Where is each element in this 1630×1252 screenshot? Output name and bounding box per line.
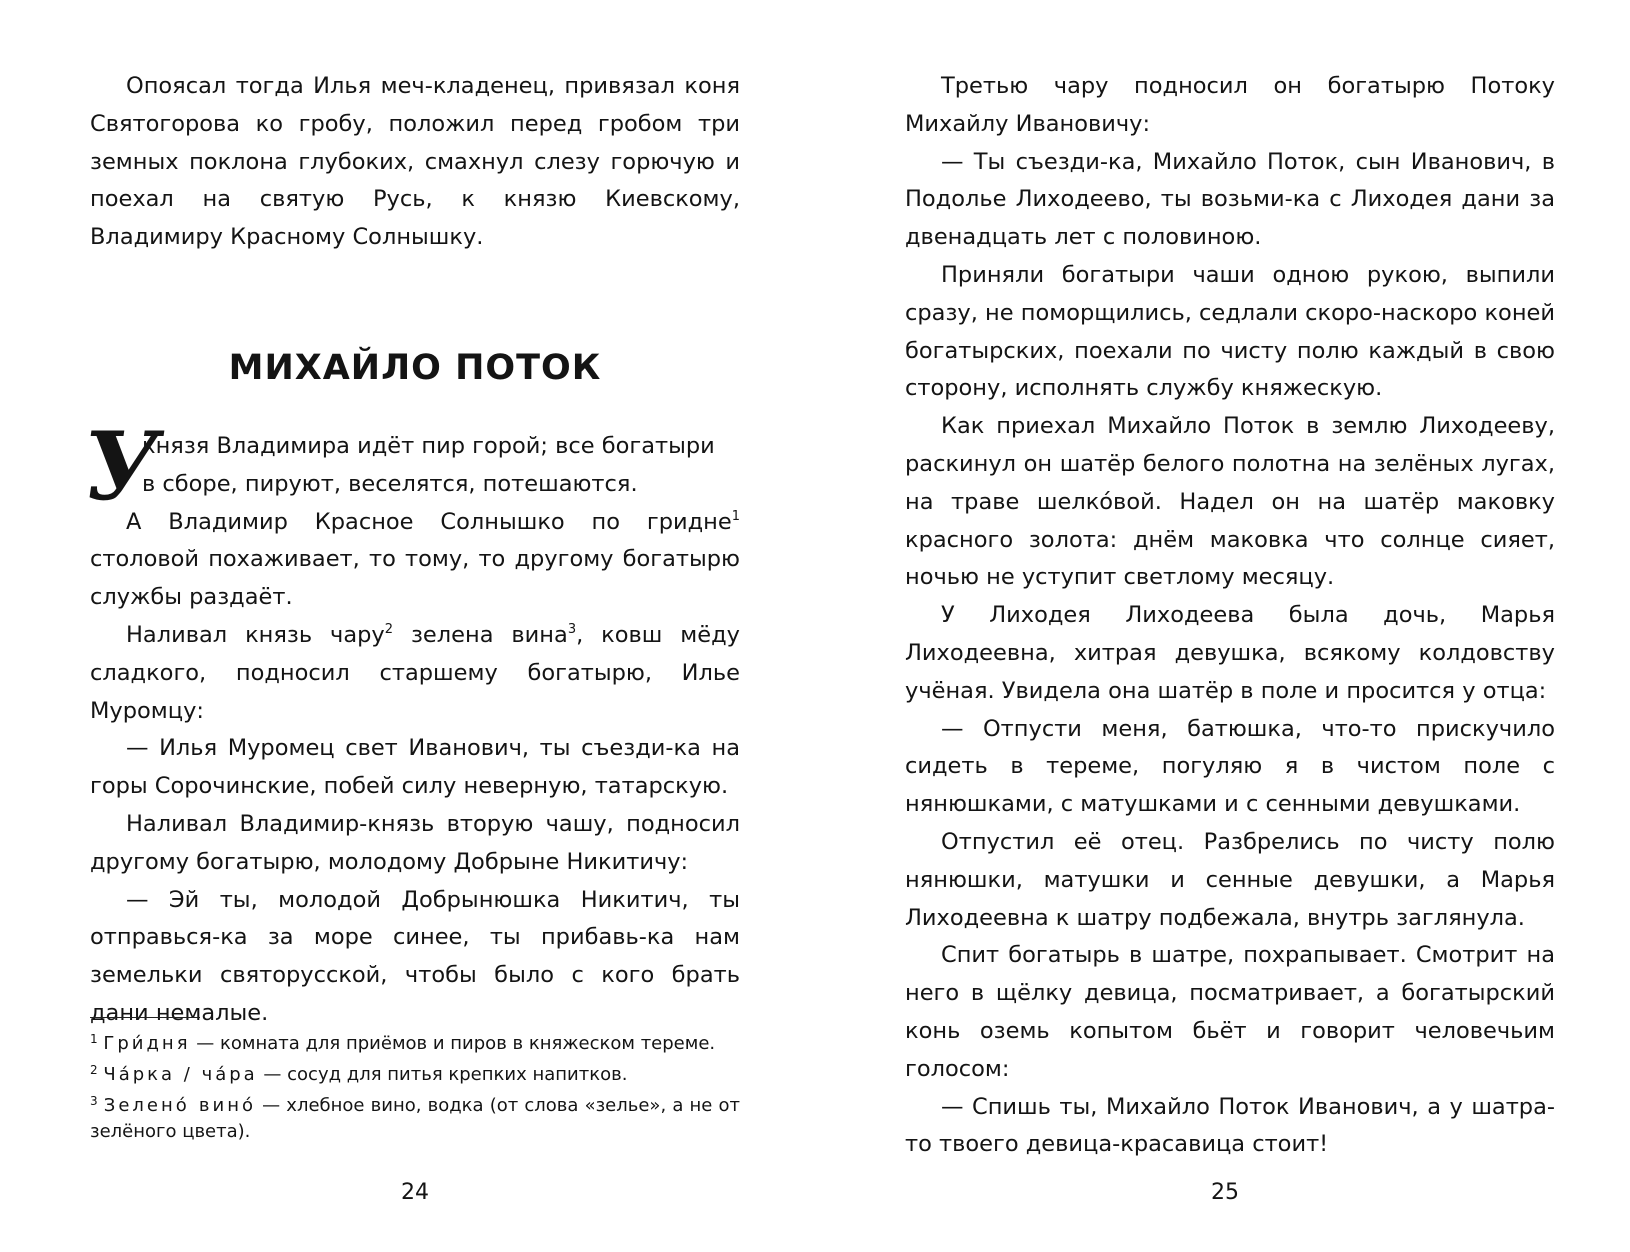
previous-chapter-ending [90, 68, 740, 257]
footnote-term: Зелено́ вино́ [103, 1095, 257, 1116]
paragraph: — Ты съезди-ка, Михайло Поток, сын Иванович, в Подолье Лиходеево, ты возьми-ка с Лиходея дани за двенадцать лет с половиною. [905, 148, 1555, 251]
paragraph: Наливал князь чару$^2$ зелена вина$^3$, ковш мёду сладкого, подносил старшему богатырю, Илье Муромцу: [90, 621, 741, 724]
paragraph: Как приехал Михайло Поток в землю Лиходееву, раскинул он шатёр белого полотна на зелёных лугах, на траве шелко́вой. Надел он на шатёр маковку красного золота: днём маковка что солнце сияет, ночью не уступит светлому месяцу. [905, 413, 1555, 591]
paragraph: Приняли богатыри чаши одною рукою, выпили сразу, не поморщились, седлали скоро-наскоро коней богатырских, поехали по чисту полю каждый в свою сторону, исполнять службу княжескую. [905, 261, 1555, 402]
footnote-ref[interactable]: 3 [567, 621, 577, 637]
footnotes [90, 1026, 740, 1145]
footnote-term: Ча́рка / ча́ра [103, 1064, 258, 1085]
footnote: $^1$ Гри́дня — комната для приёмов и пиров в княжеском тереме. [90, 1032, 716, 1054]
paragraph: Опоясал тогда Илья меч-кладенец, привязал коня Святогорова ко гробу, положил перед гробом три земных поклона глубоких, смахнул слезу горючую и поехал на святую Русь, к князю Киевскому, Владимиру Красному Солнышку. [90, 73, 740, 251]
chapter-body [905, 68, 1555, 1164]
right-page [815, 0, 1630, 1252]
page-number: 25 [1211, 1180, 1239, 1205]
footnote-ref[interactable]: 2 [384, 621, 394, 637]
paragraph: Наливал Владимир-князь вторую чашу, подносил другому богатырю, молодому Добрыне Никитичу: [90, 810, 740, 875]
footnote: $^2$ Ча́рка / ча́ра — сосуд для питья крепких напитков. [90, 1063, 628, 1085]
opening-paragraph [76, 412, 740, 522]
paragraph: — Эй ты, молодой Добрынюшка Никитич, ты отправься-ка за море синее, ты прибавь-ка нам земельки святорусской, чтобы было с кого брать дани немалые. [90, 886, 740, 1026]
footnote-ref[interactable]: 1 [731, 508, 740, 524]
paragraph: Отпустил её отец. Разбрелись по чисту полю нянюшки, матушки и сенные девушки, а Марья Лиходеевна к шатру подбежала, внутрь заглянула. [905, 828, 1555, 931]
footnote: $^3$ Зелено́ вино́ — хлебное вино, водка (от слова «зелье», а не от зелёного цвета). [90, 1094, 740, 1142]
opening-line-2: в сборе, пируют, веселятся, потешаются. [142, 470, 638, 497]
paragraph: У Лиходея Лиходеева была дочь, Марья Лиходеевна, хитрая девушка, всякому колдовству учёная. Увидела она шатёр в поле и просится у отца: [905, 602, 1555, 704]
page-number: 24 [401, 1180, 429, 1205]
paragraph: Спит богатырь в шатре, похрапывает. Смотрит на него в щёлку девица, посматривает, а богатырский конь оземь копытом бьёт и говорит человечьим голосом: [905, 942, 1555, 1082]
opening-line-1: князя Владимира идёт пир горой; все богатыри [142, 433, 715, 459]
chapter-body [76, 412, 741, 1033]
paragraph: — Отпусти меня, батюшка, что-то прискучило сидеть в тереме, погуляю я в чистом поле с нянюшками, с матушками и с сенными девушками. [905, 715, 1555, 818]
footnote-divider [90, 1017, 200, 1018]
footnote-term: Гри́дня [103, 1033, 191, 1054]
paragraph: А Владимир Красное Солнышко по гридне$^1$ столовой похаживает, то тому, то другому богатырю службы раздаёт. [90, 508, 740, 611]
paragraph: — Спишь ты, Михайло Поток Иванович, а у шатра-то твоего девица-красавица стоит! [905, 1093, 1555, 1158]
paragraph: Третью чару подносил он богатырю Потоку Михайлу Ивановичу: [905, 73, 1555, 137]
paragraph: — Илья Муромец свет Иванович, ты съезди-ка на горы Сорочинские, побей силу неверную, татарскую. [90, 735, 740, 800]
chapter-title: МИХАЙЛО ПОТОК [228, 348, 602, 388]
drop-cap: У [76, 412, 169, 522]
